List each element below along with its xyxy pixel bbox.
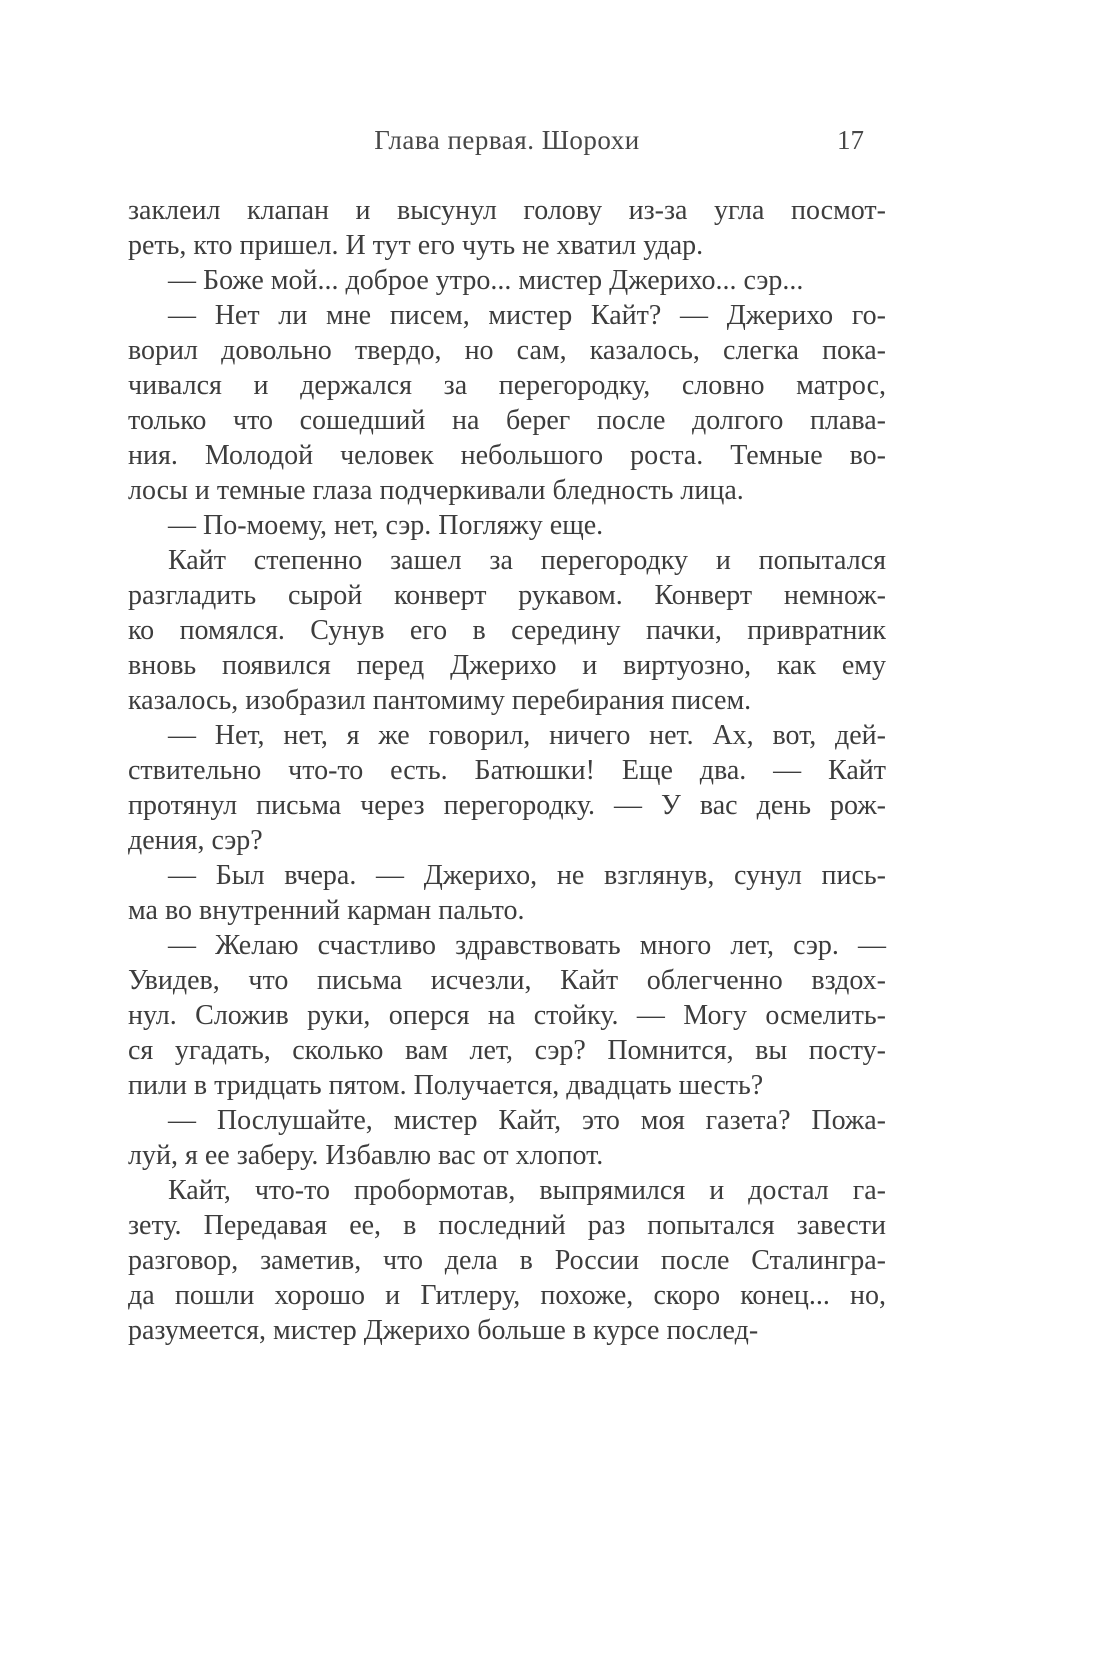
text-line: — Послушайте, мистер Кайт, это моя газета? Пожа- [168, 1105, 886, 1136]
chapter-title: Глава первая. Шорохи [374, 125, 640, 155]
page-number: 17 [837, 125, 864, 155]
text-line: дения, сэр? [128, 825, 263, 856]
text-line: заклеил клапан и высунул голову из-за угла посмот- [128, 195, 886, 226]
text-line: — Боже мой... доброе утро... мистер Джерихо... сэр... [168, 265, 804, 296]
text-line: реть, кто пришел. И тут его чуть не хватил удар. [128, 230, 704, 261]
text-line: ния. Молодой человек небольшого роста. Темные во- [128, 440, 886, 471]
text-line: ся угадать, сколько вам лет, сэр? Помнится, вы посту- [128, 1035, 886, 1066]
text-line: — По-моему, нет, сэр. Погляжу еще. [168, 510, 604, 541]
text-line: да пошли хорошо и Гитлеру, похоже, скоро конец... но, [128, 1280, 886, 1311]
text-line: протянул письма через перегородку. — У вас день рож- [128, 790, 886, 821]
text-line: ствительно что-то есть. Батюшки! Еще два. — Кайт [128, 755, 886, 786]
text-line: разумеется, мистер Джерихо больше в курсе послед- [128, 1315, 759, 1346]
text-line: ворил довольно твердо, но сам, казалось, слегка пока- [128, 335, 886, 366]
text-line: лосы и темные глаза подчеркивали бледность лица. [128, 475, 744, 506]
text-line: зету. Передавая ее, в последний раз попытался завести [128, 1210, 886, 1241]
text-line: ко помялся. Сунув его в середину пачки, привратник [128, 615, 886, 646]
text-line: чивался и держался за перегородку, словно матрос, [128, 370, 886, 401]
running-head [128, 122, 886, 158]
text-line: — Нет ли мне писем, мистер Кайт? — Джерихо го- [168, 300, 886, 331]
text-line: — Нет, нет, я же говорил, ничего нет. Ах, вот, дей- [168, 720, 886, 751]
text-line: разговор, заметив, что дела в России после Сталингра- [128, 1245, 886, 1276]
text-line: казалось, изобразил пантомиму перебирания писем. [128, 685, 752, 716]
text-line: — Желаю счастливо здравствовать много лет, сэр. — [168, 930, 886, 961]
text-block [128, 193, 886, 1348]
text-line: Кайт, что-то пробормотав, выпрямился и достал га- [168, 1175, 886, 1206]
text-line: луй, я ее заберу. Избавлю вас от хлопот. [128, 1140, 604, 1171]
text-line: пили в тридцать пятом. Получается, двадцать шесть? [128, 1070, 764, 1101]
text-line: — Был вчера. — Джерихо, не взглянув, сунул пись- [168, 860, 886, 891]
text-line: вновь появился перед Джерихо и виртуозно, как ему [128, 650, 886, 681]
text-line: только что сошедший на берег после долгого плава- [128, 405, 886, 436]
text-line: Увидев, что письма исчезли, Кайт облегченно вздох- [128, 965, 886, 996]
text-line: Кайт степенно зашел за перегородку и попытался [168, 545, 886, 576]
text-line: ма во внутренний карман пальто. [128, 895, 525, 926]
text-line: нул. Сложив руки, оперся на стойку. — Могу осмелить- [128, 1000, 886, 1031]
text-line: разгладить сырой конверт рукавом. Конверт немнож- [128, 580, 886, 611]
